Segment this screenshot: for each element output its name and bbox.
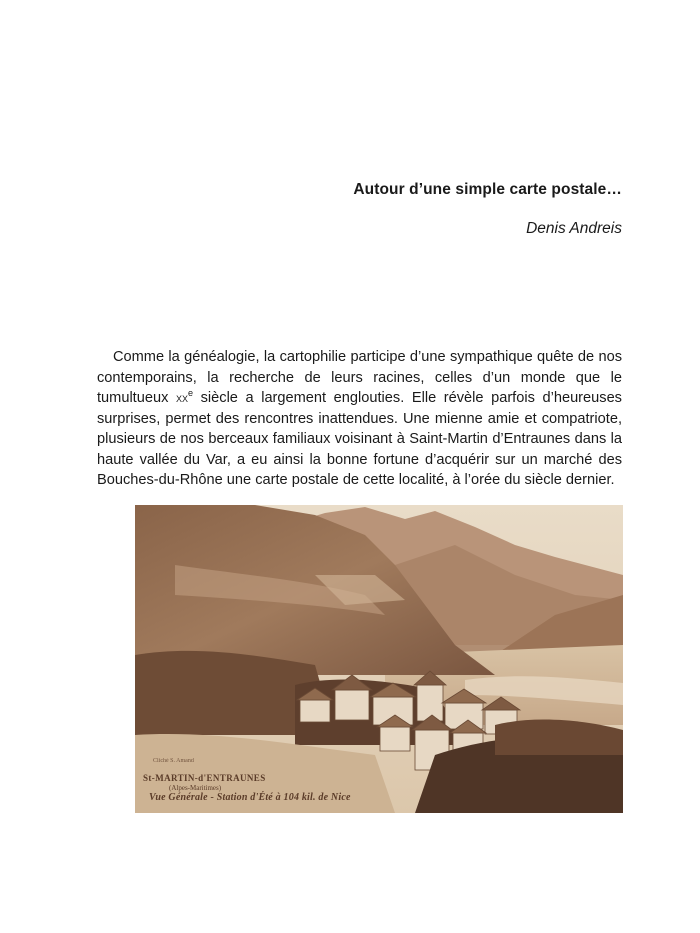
postcard-caption-subtitle: Vue Générale - Station d'Été à 104 kil. de Nice [149,792,351,803]
photo-credit: Cliché S. Amand [153,758,194,764]
article-body [97,347,622,491]
postcard-illustration [135,505,623,813]
article-title: Autour d’une simple carte postale… [353,181,622,198]
postcard-photo [135,505,623,813]
body-paragraph [97,347,622,491]
century-superscript: e [187,388,194,399]
postcard-caption-title: St-MARTIN-d'ENTRAUNES [143,773,266,783]
century-numeral: xx [175,390,188,405]
postcard-caption-region: (Alpes-Maritimes) [169,784,222,792]
paragraph-text-2: siècle a largement englouties. Elle révèle parfois d’heureuses surprises, permet des rencontres inattendues. Une mienne amie et compatriote, plusieurs de nos berceaux familiaux voisinant à Saint-Martin d’Entraunes dans la haute vallée du Var, a eu ainsi la bonne fortune d’acquérir sur un marché des Bouches-du-Rhône une carte postale de cette localité, à l’orée du siècle dernier. [97,390,622,488]
article-author: Denis Andreis [526,220,622,237]
paragraph-text-1: Comme la généalogie, la cartophilie participe d’une sympathique quête de nos contemporains, la recherche de leurs racines, celles d’un monde que le tumultueux [97,349,622,406]
